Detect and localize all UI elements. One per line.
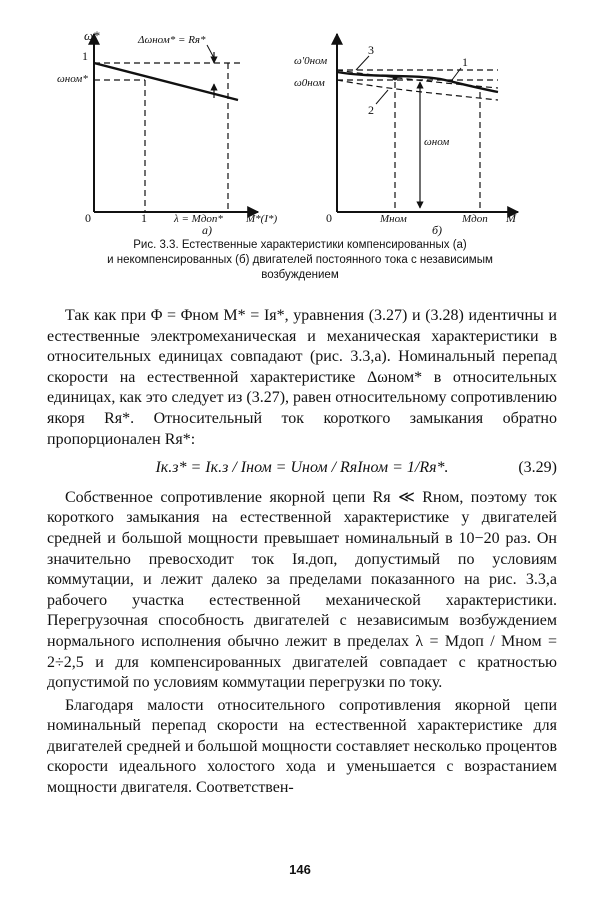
panel-a-natural-characteristic [94,63,238,100]
caption-line-2: и некомпенсированных (б) двигателей постоянного тока с независимым [107,254,493,266]
panel-b-label: б) [432,223,443,237]
panel-a-lambda-label: λ = Mдоп* [174,213,223,225]
panel-a-delta-label: Δωном* = Rя* [138,34,206,46]
panel-a [57,28,277,237]
caption-line-3: возбуждением [261,269,339,281]
panel-b-omega-nom-label: ωном [424,136,450,148]
panel-b-x-axis-label: M [506,211,516,225]
panel-a-omega-nom-label: ωном* [57,73,88,85]
panel-b-m-dop-label: Mдоп [462,213,488,225]
panel-b-curve-1-leader [452,68,461,80]
panel-b-omega0-label: ω0ном [294,77,325,89]
panel-a-y-axis-label: ω* [84,28,100,43]
panel-b-omega0-prime-label: ω'0ном [294,55,328,67]
panel-a-x-axis-label: M*(I*) [246,213,278,225]
panel-b-curve-3-leader [356,56,369,70]
panel-b-curve-1 [337,72,498,92]
figure-3-3 [0,0,600,240]
panel-b-curve-3 [337,70,498,88]
panel-b [294,34,518,237]
body-text [47,306,557,799]
panel-a-delta-leader [207,45,214,58]
panel-a-label: а) [202,223,212,237]
panel-b-curve-2-leader [376,90,388,104]
paragraph-2: Собственное сопротивление якорной цепи Rя ≪ Rном, поэтому ток короткого замыкания на естественной характеристике у двигателей средней и большой мощности превышает номинальный в 10−20 раз. Он значительно превосходит ток Iя.доп, допустимый по условиям коммутации, и лежит далеко за пределами показанного на рис. 3.3,а рабочего участка естественной механической характеристики. Перегрузочная способность двигателей с независимым возбуждением нормального исполнения обычно лежит в пределах λ = Mдоп / Mном = 2÷2,5 и для компенсированных двигателей совпадает с кратностью допустимой по условиям коммутации перегрузки по току. [47,488,557,692]
panel-b-origin: 0 [326,211,332,225]
panel-b-curve-3-label: 3 [368,43,374,57]
panel-a-tick-top: 1 [82,49,88,63]
formula-3-29 [47,458,557,479]
panel-b-curve-2 [337,80,498,100]
panel-a-x-tick-1: 1 [141,211,147,225]
paragraph-1: Так как при Φ = Φном M* = Iя*, уравнения (3.27) и (3.28) идентичны и естественные электромеханическая и механическая характеристики в относительных единицах совпадают (рис. 3.3,а). Номинальный перепад скорости на естественной характеристике Δωном* в относительных единицах, как это следует из (3.27), равен относительному сопротивлению якоря Rя*. Относительный ток короткого замыкания обратно пропорционален Rя*: [47,307,557,448]
panel-b-m-nom-label: Mном [380,213,407,225]
figure-caption [40,238,560,283]
panel-b-nominal-point [393,76,398,81]
page-number: 146 [289,862,311,877]
formula-number: (3.29) [518,459,557,477]
caption-line-1: Рис. 3.3. Естественные характеристики компенсированных (а) [133,239,467,251]
panel-a-origin: 0 [85,211,91,225]
panel-b-curve-1-label: 1 [462,55,468,69]
panel-b-curve-2-label: 2 [368,103,374,117]
formula-expression: Iк.з* = Iк.з / Iном = Uном / RяIном = 1/Rя*. [155,459,449,477]
paragraph-3: Благодаря малости относительного сопротивления якорной цепи номинальный перепад скорости на естественной характеристике для двигателей средней и большой мощности составляет несколько процентов скорости идеального холостого хода и уменьшается с возрастанием мощности двигателя. Соответствен- [47,696,557,797]
